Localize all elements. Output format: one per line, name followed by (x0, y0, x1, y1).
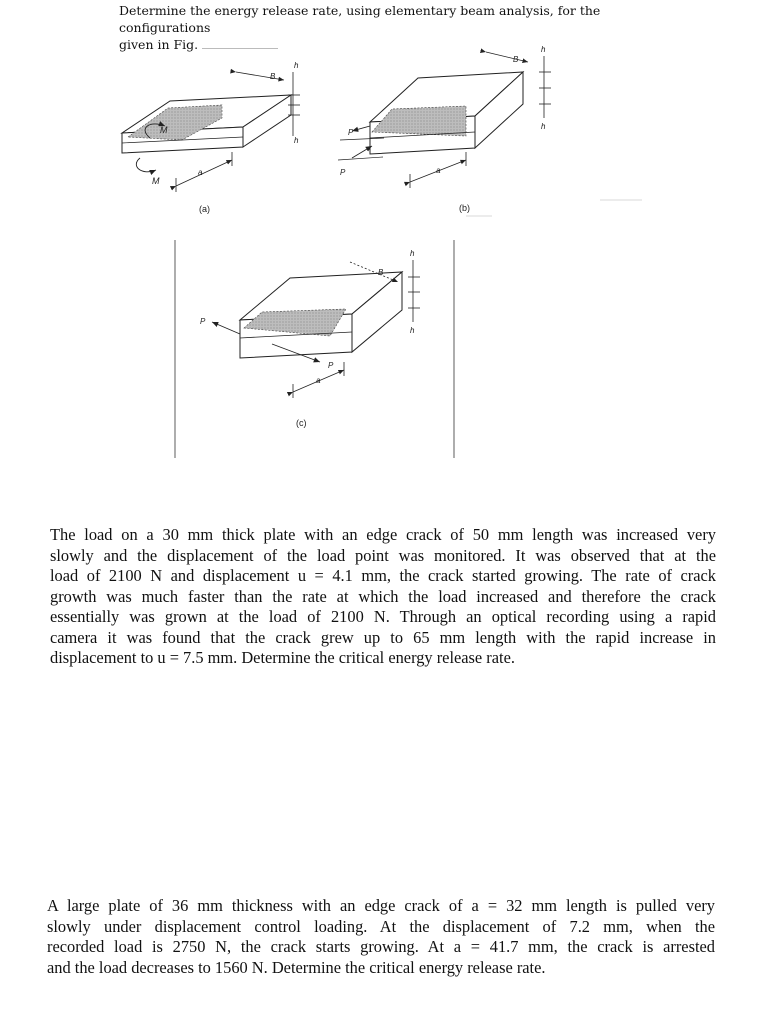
problem-1-line: growth was much faster than the rate at which the load increased and therefore the crack (50, 586, 716, 606)
figure-b (338, 45, 642, 216)
problem-1-line: essentially was grown at the load of 2100 N. Through an optical recording using a rapid (50, 607, 716, 626)
fig-a-label-h-top: h (294, 61, 299, 70)
fig-a-label-a: a (198, 168, 203, 177)
intro-line-2-text: given in Fig. (119, 37, 199, 52)
fig-b-caption: (b) (459, 203, 470, 213)
problem-2-line: recorded load is 2750 N, the crack starts growing. At a = 41.7 mm, the crack is arrested (47, 937, 715, 956)
fig-b-dim-B (486, 52, 528, 62)
intro-line-1: Determine the energy release rate, using elementary beam analysis, for the configurations (119, 3, 601, 35)
problem-1-line: displacement to u = 7.5 mm. Determine the critical energy release rate. (50, 648, 515, 667)
fig-a-caption: (a) (199, 204, 210, 214)
figure-a (122, 61, 300, 214)
problem-1-text (50, 525, 716, 669)
fig-c-caption: (c) (296, 418, 307, 428)
fig-b-label-h-bottom: h (541, 122, 546, 131)
fig-a-moment-arrow-bottom (136, 158, 156, 172)
fig-b-label-h-top: h (541, 45, 546, 54)
fig-b-label-P-top: P (348, 128, 354, 137)
fig-b-load-arrow-bottom (352, 146, 372, 158)
fig-a-dim-B (236, 72, 284, 80)
fig-b-load-arrow-top (352, 126, 370, 131)
problem-2-text (47, 896, 715, 978)
fig-c-label-P-right: P (328, 361, 334, 370)
problem-1-line: slowly and the displacement of the load point was monitored. It was observed that at the (50, 545, 716, 565)
problem-1-line: camera it was found that the crack grew up to 65 mm length with the rapid increase in (50, 627, 716, 647)
problem-2-line: and the load decreases to 1560 N. Determine the critical energy release rate. (47, 957, 546, 977)
fig-a-label-h-bottom: h (294, 136, 299, 145)
fig-c-label-h-top: h (410, 249, 415, 258)
problem-1-line: load of 2100 N and displacement u = 4.1 mm, the crack started growing. The rate of crack (50, 566, 716, 585)
fig-a-label-M-bottom: M (152, 176, 160, 186)
fig-c-label-B: B (378, 268, 384, 277)
fig-a-dim-a (176, 160, 232, 186)
fig-a-label-M-top: M (160, 125, 168, 135)
problem-2-line: A large plate of 36 mm thickness with an edge crack of a = 32 mm length is pulled very (47, 896, 715, 915)
problem-2-line: slowly under displacement control loading. At the displacement of 7.2 mm, when the (47, 916, 715, 936)
fig-b-label-a: a (436, 166, 441, 175)
fig-c-label-P-left: P (200, 317, 206, 326)
fig-c-load-arrow-left (212, 322, 240, 334)
fig-c-label-a: a (316, 376, 321, 385)
fig-b-label-P-bottom: P (340, 168, 346, 177)
fig-c-label-h-bottom: h (410, 326, 415, 335)
figure-c (200, 249, 420, 428)
problem-1-line: The load on a 30 mm thick plate with an edge crack of 50 mm length was increased very (50, 525, 716, 544)
fig-b-label-B: B (513, 55, 519, 64)
fig-a-label-B: B (270, 72, 276, 81)
